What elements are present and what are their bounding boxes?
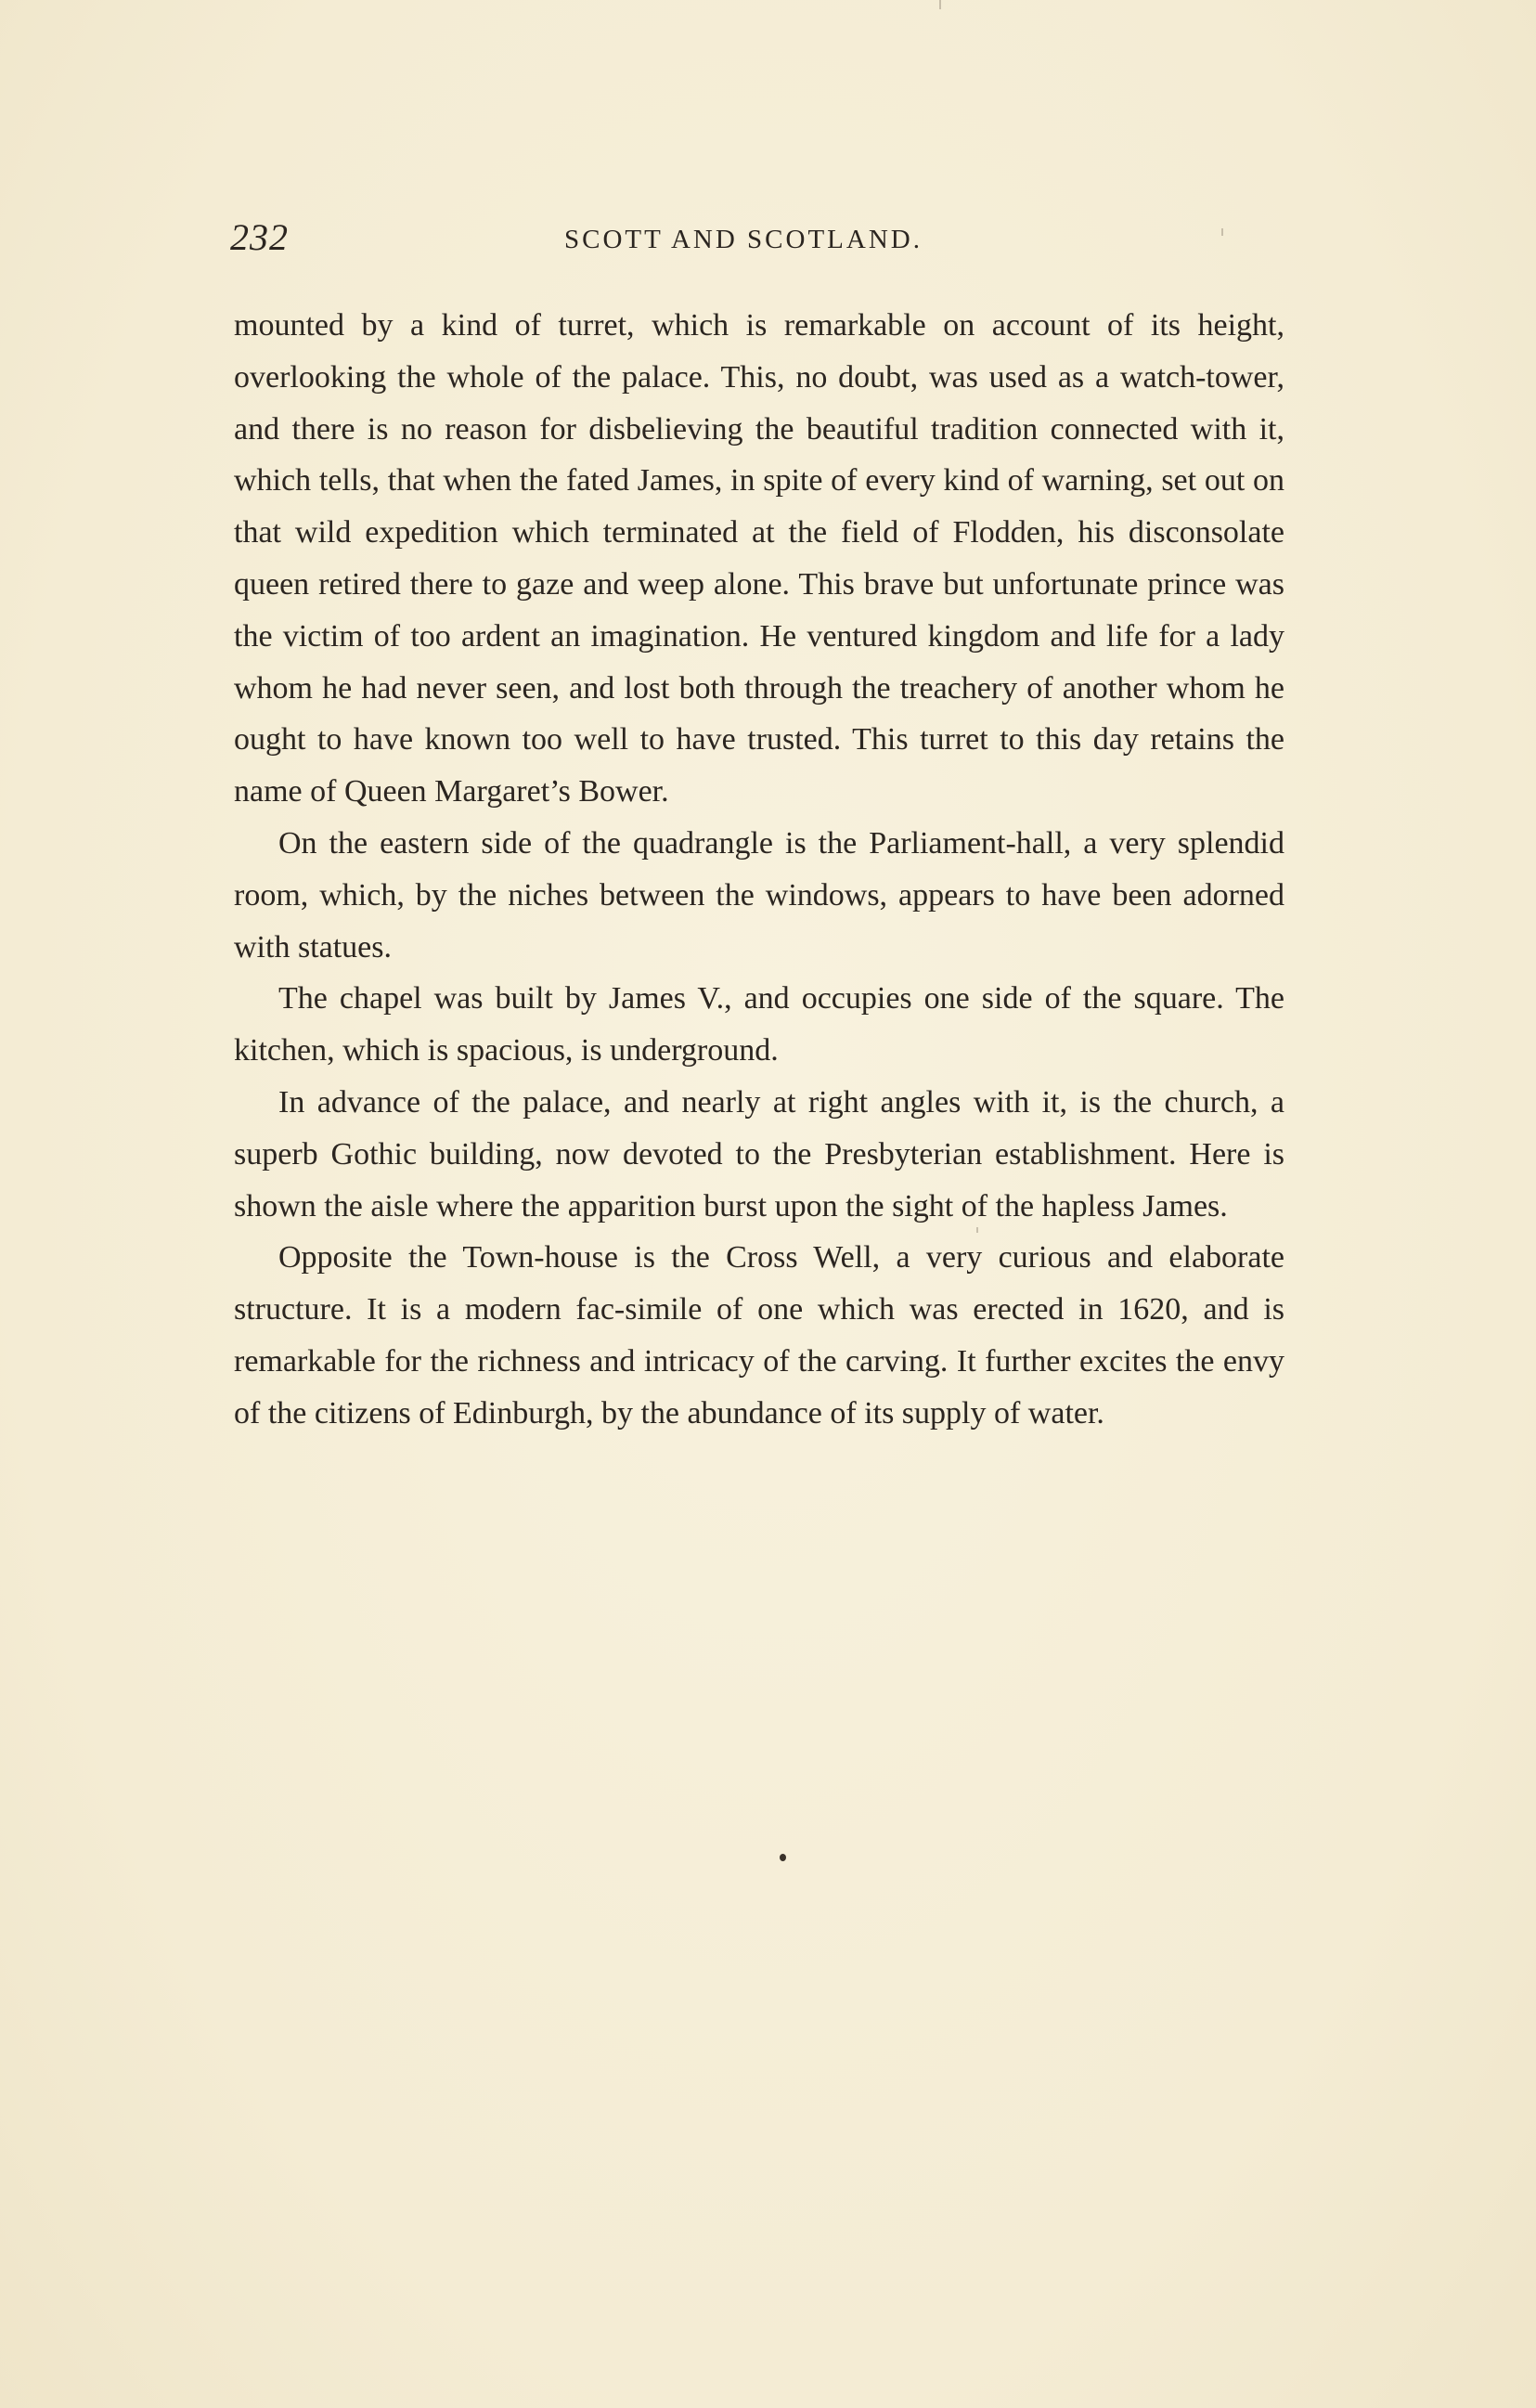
ink-dot xyxy=(780,1854,786,1861)
paper-speck xyxy=(1221,228,1223,236)
paper-speck xyxy=(976,1227,978,1233)
page-number: 232 xyxy=(230,216,289,258)
paragraph-church: In advance of the palace, and nearly at right angles with it, is the church, a superb Gothic building, now devoted to the Presbyterian establishment. Here is shown the aisle where the apparition burst upon the sight of the hapless James. xyxy=(234,1084,1284,1223)
paper-speck xyxy=(939,0,941,9)
paragraph-parliament-hall: On the eastern side of the quadrangle is the Parliament-hall, a very splendid room, which, by the niches between the windows, appears to have been adorned with statues. xyxy=(234,825,1284,964)
page-body xyxy=(234,300,1284,1440)
running-title: SCOTT AND SCOTLAND. xyxy=(564,225,923,254)
paragraph-continued: mounted by a kind of turret, which is remarkable on account of its height, overlooking the whole of the palace. This, no doubt, was used as a watch-tower, and there is no reason for disbelieving the beautiful tradition connected with it, which tells, that when the fated James, in spite of every kind of warning, set out on that wild expedition which terminated at the field of Flodden, his disconsolate queen retired there to gaze and weep alone. This brave but unfortunate prince was the victim of too ardent an imagination. He ventured kingdom and life for a lady whom he had never seen, and lost both through the treachery of another whom he ought to have known too well to have trusted. This turret to this day retains the name of Queen Margaret’s Bower. xyxy=(234,308,1284,809)
paragraph-cross-well: Opposite the Town-house is the Cross Well, a very curious and elaborate structure. It is a modern fac-simile of one which was erected in 1620, and is remarkable for the richness and intricacy of the carving. It further excites the envy of the citizens of Edinburgh, by the abundance of its supply of water. xyxy=(234,1240,1284,1431)
paragraph-chapel: The chapel was built by James V., and occupies one side of the square. The kitchen, which is spacious, is underground. xyxy=(234,981,1284,1068)
running-head xyxy=(230,215,1284,262)
